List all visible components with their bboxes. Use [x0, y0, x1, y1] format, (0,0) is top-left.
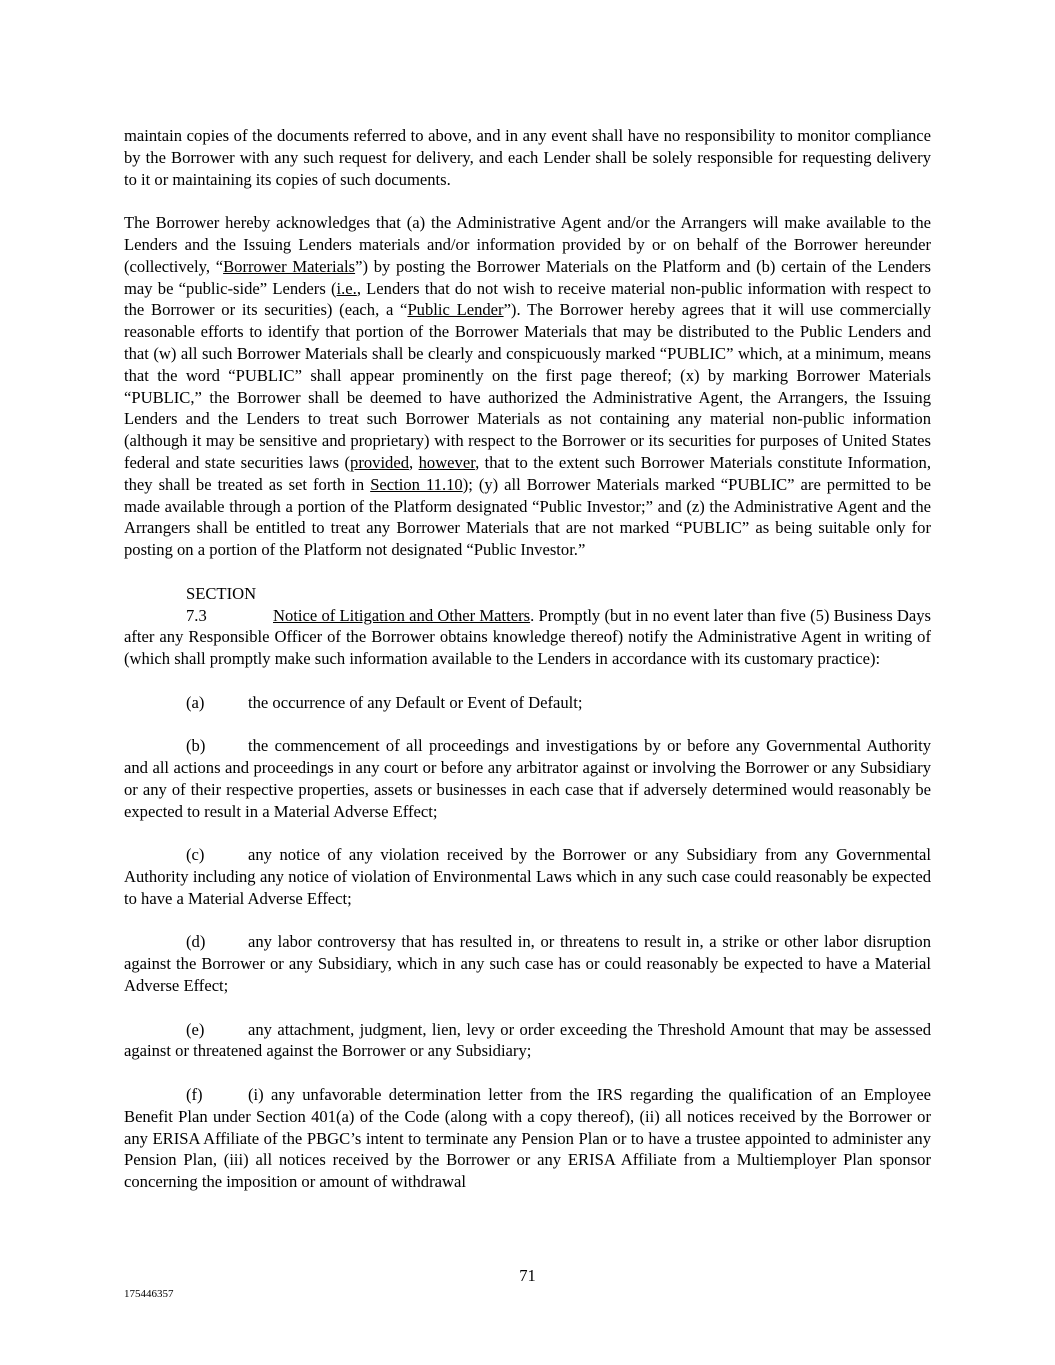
list-item-a	[124, 692, 931, 714]
item-text: any labor controversy that has resulted in, or threatens to result in, a strike or other labor disruption against the Borrower or any Subsidiary, which in any such case has or could reasonably be expected to have a Material Adverse Effect;	[124, 932, 931, 996]
list-item-b	[124, 735, 931, 822]
ie-term: i.e.	[336, 278, 357, 298]
text-run: ”). The Borrower hereby agrees that it will use commercially reasonable efforts to identify that portion of the Borrower Materials that may be distributed to the Public Lenders and that (w) all such Borrower Materials shall be clearly and conspicuously marked “PUBLIC” which, at a minimum, means that the word “PUBLIC” shall appear prominently on the first page thereof; (x) by marking Borrower Materials “PUBLIC,” the Borrower shall be deemed to have authorized the Administrative Agent, the Arrangers, the Issuing Lenders and the Lenders to treat such Borrower Materials as not containing any material non-public information (although it may be sensitive and proprietary) with respect to the Borrower or its securities for purposes of United States federal and state securities laws (	[124, 300, 932, 472]
document-id: 175446357	[124, 1288, 174, 1300]
paragraph-continuation: maintain copies of the documents referred to above, and in any event shall have no responsibility to monitor compliance by the Borrower with any such request for delivery, and each Lender shall be solely responsible for requesting delivery to it or maintaining its copies of such documents.	[124, 126, 931, 189]
page-number: 71	[519, 1266, 536, 1285]
section-reference-link: Section 11.10	[370, 474, 463, 494]
however-term: however	[418, 452, 476, 472]
text-run: ,	[409, 452, 419, 472]
item-label: (a)	[186, 692, 205, 712]
item-label: (d)	[186, 932, 206, 952]
item-text: (i) any unfavorable determination letter from the IRS regarding the qualification of an Employee Benefit Plan under Section 401(a) of the Code (along with a copy thereof), (ii) all notices received by the Borrower or any ERISA Affiliate of the PBGC’s intent to terminate any Pension Plan or to have a trustee appointed to administer any Pension Plan, (iii) all notices received by the Borrower or any ERISA Affiliate from a Multiemployer Plan sponsor concerning the imposition or amount of withdrawal	[124, 1085, 931, 1192]
item-label: (f)	[186, 1085, 203, 1105]
text-run: , Lenders that do not wish to receive material non-public information with respect to the Borrower or its securities) (each, a “	[124, 278, 931, 320]
defined-term-borrower-materials: Borrower Materials	[223, 256, 356, 276]
item-text: any notice of any violation received by the Borrower or any Subsidiary from any Governmental Authority including any notice of violation of Environmental Laws which in any such case could reasonably be expected to have a Material Adverse Effect;	[124, 845, 931, 908]
text-run: ); (y) all Borrower Materials marked “PUBLIC” are permitted to be made available through a portion of the Platform designated “Public Investor;” and (z) the Administrative Agent and the Arrangers shall be entitled to treat any Borrower Materials that are not marked “PUBLIC” as being suitable only for posting on a portion of the Platform not designated “Public Investor.”	[124, 474, 931, 560]
text-run: The Borrower hereby acknowledges that (a) the Administrative Agent and/or the Arrangers will make available to the Lenders and the Issuing Lenders materials and/or information provided by or on behalf of the Borrower hereunder (collectively, “	[124, 213, 931, 276]
provided-term: provided	[350, 452, 410, 472]
document-page	[124, 125, 931, 1215]
list-item-f	[124, 1084, 931, 1193]
item-label: (c)	[186, 845, 205, 865]
list-item-c	[124, 844, 931, 909]
section-7-3-paragraph	[124, 583, 931, 670]
text-run: , that to the extent such Borrower Materials constitute Information, they shall be treated as set forth in	[124, 452, 932, 494]
item-text: the commencement of all proceedings and investigations by or before any Governmental Authority and all actions and proceedings in any court or before any arbitrator against or involving the Borrower or any Subsidiary or any of their respective properties, assets or businesses in each case that if adversely determined would reasonably be expected to result in a Material Adverse Effect;	[124, 736, 931, 821]
list-item-d	[124, 931, 931, 996]
section-heading: Notice of Litigation and Other Matters	[273, 605, 531, 625]
item-label: (b)	[186, 736, 206, 756]
paragraph-borrower-materials	[124, 212, 931, 561]
section-number: SECTION 7.3	[186, 583, 257, 625]
item-text: any attachment, judgment, lien, levy or order exceeding the Threshold Amount that may be assessed against or threatened against the Borrower or any Subsidiary;	[124, 1019, 931, 1061]
item-text: the occurrence of any Default or Event of Default;	[248, 692, 583, 712]
section-text: . Promptly (but in no event later than five (5) Business Days after any Responsible Officer of the Borrower obtains knowledge thereof) notify the Administrative Agent in writing of (which shall promptly make such information available to the Lenders in accordance with its customary practice):	[124, 605, 931, 669]
defined-term-public-lender: Public Lender	[407, 300, 504, 320]
list-item-e	[124, 1019, 931, 1063]
item-label: (e)	[186, 1019, 205, 1039]
text-run: ”) by posting the Borrower Materials on the Platform and (b) certain of the Lenders may be “public-side” Lenders (	[124, 256, 932, 298]
